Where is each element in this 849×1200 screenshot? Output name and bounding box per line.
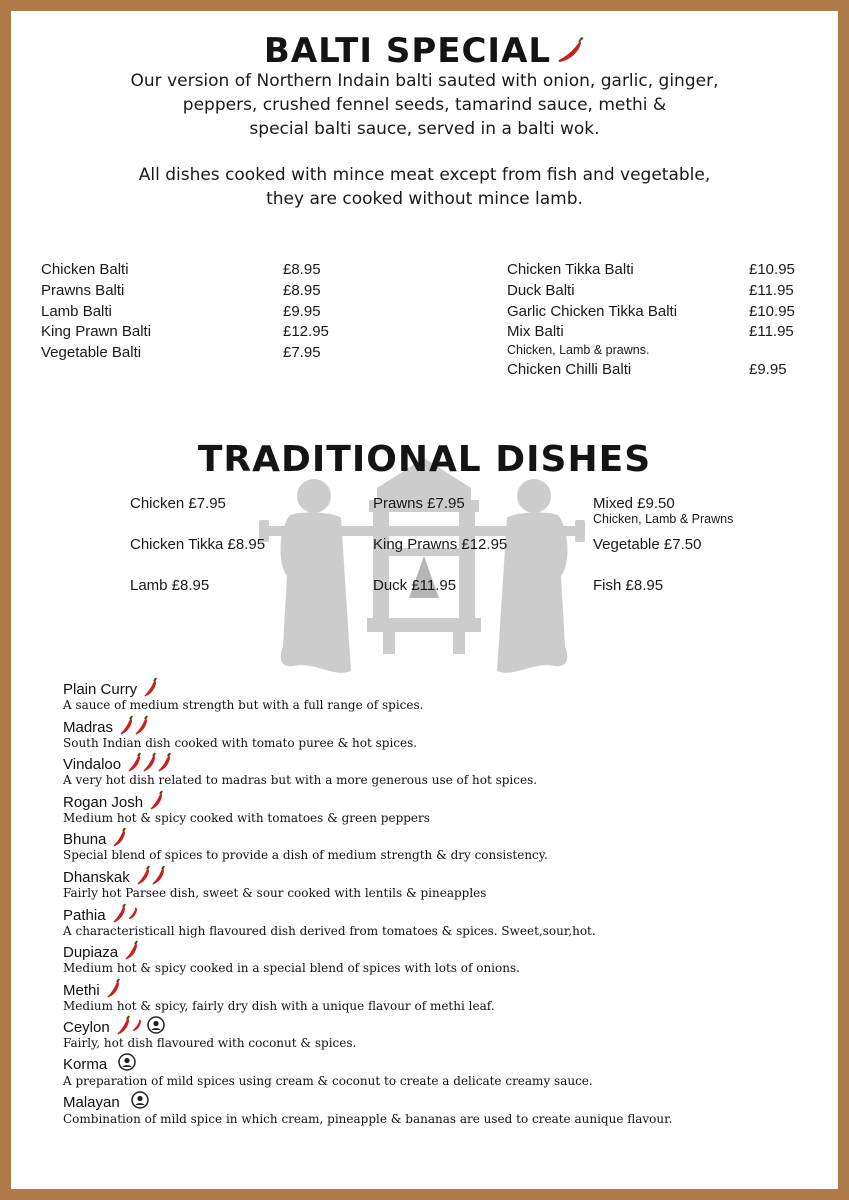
dish-name: Dhanskak xyxy=(63,868,130,886)
balti-note xyxy=(11,163,838,211)
mild-face-icon xyxy=(131,1091,149,1113)
heat-icons xyxy=(127,1091,149,1113)
balti-title: BALTI SPECIAL xyxy=(11,31,838,73)
heat-icons xyxy=(114,1053,136,1075)
intro-line: special balti sauce, served in a balti wok. xyxy=(249,119,600,139)
dish-description: Medium hot & spicy cooked with tomatoes & green peppers xyxy=(63,811,430,825)
mild-face-icon xyxy=(147,1016,165,1038)
dish-name: Pathia xyxy=(63,906,106,924)
menu-item-price: £7.95 xyxy=(283,344,321,361)
palanquin-watermark-icon xyxy=(259,456,589,681)
chilli-icon xyxy=(555,33,585,73)
dish-description: Fairly hot Parsee dish, sweet & sour cooked with lentils & pineapples xyxy=(63,886,487,900)
dish-description: South Indian dish cooked with tomato puree & hot spices. xyxy=(63,736,418,750)
traditional-item: Fish £8.95 xyxy=(593,577,664,594)
dish-name: Korma xyxy=(63,1055,108,1073)
menu-item-name: Chicken Chilli Balti xyxy=(507,361,632,378)
dish-description: Medium hot & spicy, fairly dry dish with a unique flavour of methi leaf. xyxy=(63,999,495,1013)
menu-item-price: £8.95 xyxy=(283,282,321,299)
traditional-item: Vegetable £7.50 xyxy=(593,536,702,553)
menu-page xyxy=(11,11,838,1189)
menu-item-price: £9.95 xyxy=(283,303,321,320)
dish-description: A sauce of medium strength but with a full range of spices. xyxy=(63,698,424,712)
mild-face-icon xyxy=(118,1053,136,1075)
dish-description: Special blend of spices to provide a dish of medium strength & dry consistency. xyxy=(63,848,548,862)
half-chilli-icon xyxy=(132,1018,142,1036)
traditional-title: TRADITIONAL DISHES xyxy=(197,439,652,480)
dish-description: A very hot dish related to madras but with a more generous use of hot spices. xyxy=(63,773,538,787)
menu-item-name: Prawns Balti xyxy=(41,282,125,299)
menu-item-price: £8.95 xyxy=(283,261,321,278)
dish-name: Malayan xyxy=(63,1093,120,1111)
menu-item-price: £11.95 xyxy=(749,323,794,340)
traditional-item: Duck £11.95 xyxy=(373,577,457,594)
menu-item-price: £11.95 xyxy=(749,282,794,299)
dish-name: Bhuna xyxy=(63,830,107,848)
menu-item-price: £10.95 xyxy=(749,261,795,278)
dish-name: Dupiaza xyxy=(63,943,119,961)
traditional-item: Mixed £9.50 xyxy=(593,495,675,512)
traditional-item: Chicken Tikka £8.95 xyxy=(130,536,266,553)
traditional-item: Prawns £7.95 xyxy=(373,495,465,512)
dish-name: Vindaloo xyxy=(63,755,122,773)
menu-item-price: £9.95 xyxy=(749,361,787,378)
intro-line: Our version of Northern Indain balti sauted with onion, garlic, ginger, xyxy=(130,71,719,91)
half-chilli-icon xyxy=(128,906,138,924)
note-line: All dishes cooked with mince meat except from fish and vegetable, xyxy=(138,165,711,185)
dish-name: Methi xyxy=(63,981,100,999)
balti-intro xyxy=(11,69,838,141)
menu-item-name: Duck Balti xyxy=(507,282,575,299)
traditional-item: King Prawns £12.95 xyxy=(373,536,508,553)
dish-description: A preparation of mild spices using cream & coconut to create a delicate creamy sauce. xyxy=(63,1074,593,1088)
menu-item-name: Garlic Chicken Tikka Balti xyxy=(507,303,678,320)
dish-name: Rogan Josh xyxy=(63,793,144,811)
dish-name: Plain Curry xyxy=(63,680,138,698)
dish-description: Combination of mild spice in which cream, pineapple & bananas are used to create aunique flavour. xyxy=(63,1112,673,1126)
note-line: they are cooked without mince lamb. xyxy=(266,189,583,209)
dish-description: Medium hot & spicy cooked in a special blend of spices with lots of onions. xyxy=(63,961,520,975)
dish-row xyxy=(63,1091,149,1113)
menu-item-name: Chicken Tikka Balti xyxy=(507,261,634,278)
menu-item-name: Mix Balti xyxy=(507,323,564,340)
menu-item-note: Chicken, Lamb & prawns. xyxy=(507,343,650,357)
menu-item-name: King Prawn Balti xyxy=(41,323,152,340)
dish-row xyxy=(63,1053,136,1075)
menu-item-name: Lamb Balti xyxy=(41,303,112,320)
dish-description: Fairly, hot dish flavoured with coconut & spices. xyxy=(63,1036,357,1050)
intro-line: peppers, crushed fennel seeds, tamarind sauce, methi & xyxy=(182,95,667,115)
traditional-item: Lamb £8.95 xyxy=(130,577,210,594)
traditional-item-note: Chicken, Lamb & Prawns xyxy=(593,512,734,526)
menu-item-name: Vegetable Balti xyxy=(41,344,142,361)
menu-item-price: £12.95 xyxy=(283,323,329,340)
dish-name: Madras xyxy=(63,718,114,736)
menu-item-price: £10.95 xyxy=(749,303,795,320)
traditional-item: Chicken £7.95 xyxy=(130,495,226,512)
dish-name: Ceylon xyxy=(63,1018,110,1036)
menu-item-name: Chicken Balti xyxy=(41,261,129,278)
dish-description: A characteristicall high flavoured dish derived from tomatoes & spices. Sweet,sour,hot. xyxy=(63,924,596,938)
